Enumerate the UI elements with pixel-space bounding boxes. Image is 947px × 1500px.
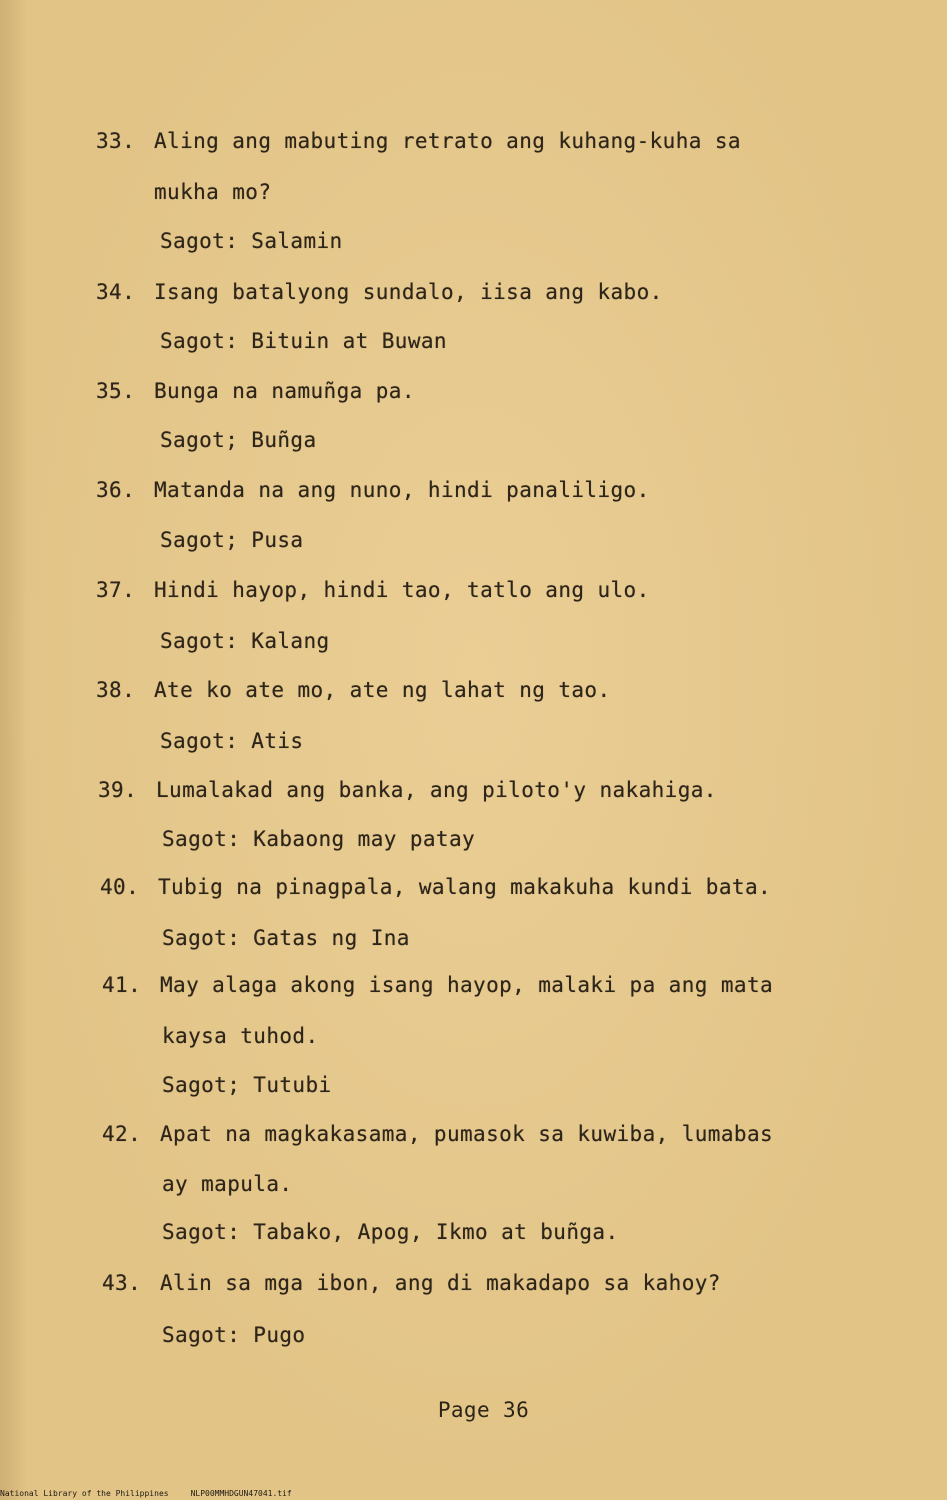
riddle-number: 33. [96,129,136,153]
riddle-36-answer: Sagot; Pusa [160,528,304,552]
riddle-36-line-1 [96,477,650,503]
riddle-text: Alin sa mga ibon, ang di makadapo sa kahoy? [160,1271,721,1295]
riddle-text: Bunga na namuñga pa. [154,379,415,403]
riddle-33-answer: Sagot: Salamin [160,229,343,253]
riddle-number: 40. [100,875,140,899]
riddle-40-line-1 [100,874,771,900]
riddle-38-line-1 [96,677,611,703]
riddle-number: 37. [96,578,136,602]
riddle-number: 43. [102,1271,142,1295]
page-footer [0,1398,947,1422]
riddle-38-answer: Sagot: Atis [160,729,304,753]
riddle-33-line-2: mukha mo? [154,180,272,204]
riddle-41-line-2: kaysa tuhod. [162,1024,319,1048]
riddle-text: Aling ang mabuting retrato ang kuhang-kuha sa [154,129,741,153]
riddle-34-answer: Sagot: Bituin at Buwan [160,329,447,353]
riddle-text: Isang batalyong sundalo, iisa ang kabo. [154,280,663,304]
riddle-text: Tubig na pinagpala, walang makakuha kundi bata. [158,875,772,899]
riddle-33-line-1 [96,128,741,154]
riddle-text: Ate ko ate mo, ate ng lahat ng tao. [154,678,611,702]
riddle-35-line-1 [96,378,415,404]
page-number: Page 36 [437,1398,530,1422]
riddle-40-answer: Sagot: Gatas ng Ina [162,926,410,950]
riddle-text: May alaga akong isang hayop, malaki pa ang mata [160,973,774,997]
riddle-text: Hindi hayop, hindi tao, tatlo ang ulo. [154,578,650,602]
riddle-41-answer: Sagot; Tutubi [162,1073,332,1097]
riddle-number: 34. [96,280,136,304]
riddle-43-answer: Sagot: Pugo [162,1323,306,1347]
scan-filename: NLP00MMHDGUN47041.tif [190,1489,292,1498]
riddle-41-line-1 [102,972,773,998]
riddle-39-answer: Sagot: Kabaong may patay [162,827,476,851]
riddle-number: 42. [102,1122,142,1146]
scan-credit [0,1489,314,1499]
riddle-number: 35. [96,379,136,403]
riddle-34-line-1 [96,279,663,305]
riddle-number: 41. [102,973,142,997]
riddle-number: 39. [98,778,138,802]
riddle-43-line-1 [102,1270,721,1296]
riddle-number: 36. [96,478,136,502]
riddle-text: Apat na magkakasama, pumasok sa kuwiba, lumabas [160,1122,774,1146]
riddle-text: Lumalakad ang banka, ang piloto'y nakahiga. [156,778,717,802]
riddle-42-answer: Sagot: Tabako, Apog, Ikmo at buñga. [162,1220,619,1244]
riddle-37-answer: Sagot: Kalang [160,629,330,653]
riddle-42-line-1 [102,1121,773,1147]
riddle-number: 38. [96,678,136,702]
riddle-39-line-1 [98,777,717,803]
riddle-37-line-1 [96,577,650,603]
riddle-text: Matanda na ang nuno, hindi panaliligo. [154,478,650,502]
riddle-35-answer: Sagot; Buñga [160,428,317,452]
library-name: National Library of the Philippines [0,1489,169,1498]
riddle-42-line-2: ay mapula. [162,1172,293,1196]
